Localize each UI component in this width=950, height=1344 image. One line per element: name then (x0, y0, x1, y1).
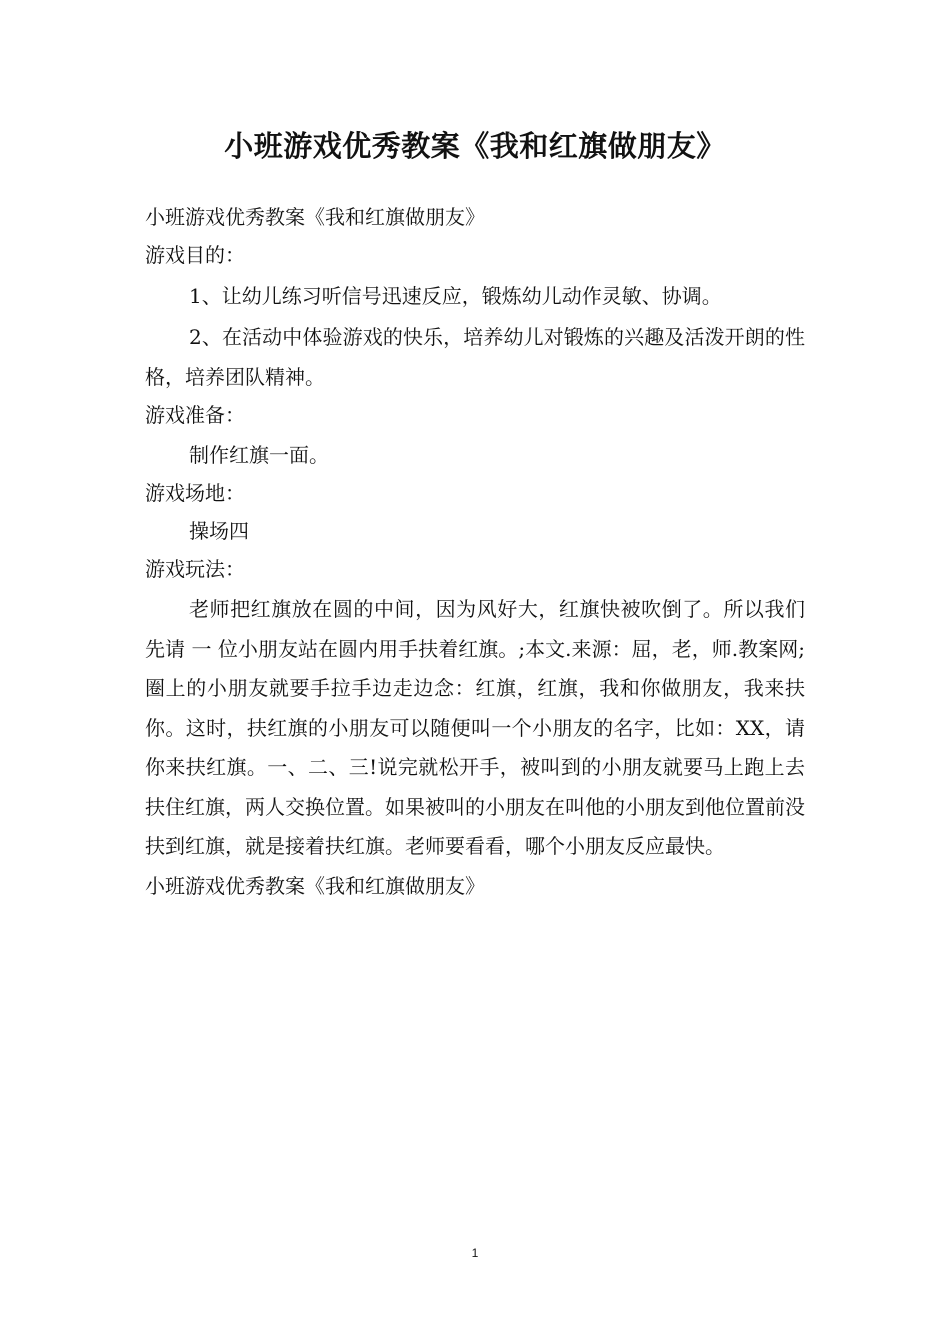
play-heading: 游戏玩法： (145, 557, 245, 581)
goal-heading: 游戏目的： (145, 243, 245, 267)
subtitle-line: 小班游戏优秀教案《我和红旗做朋友》 (145, 205, 485, 229)
footer-title-line: 小班游戏优秀教案《我和红旗做朋友》 (145, 873, 485, 898)
page-number: 1 (471, 1246, 479, 1260)
venue-heading: 游戏场地： (145, 481, 245, 505)
document-body (145, 198, 805, 905)
document-title: 小班游戏优秀教案《我和红旗做朋友》 (224, 129, 726, 163)
goal-item-2: 2、在活动中体验游戏的快乐，培养幼儿对锻炼的兴趣及活泼开朗的性格，培养团队精神。 (145, 325, 805, 389)
prep-text: 制作红旗一面。 (189, 443, 329, 467)
venue-text: 操场四 (189, 519, 249, 543)
play-text: 老师把红旗放在圆的中间，因为风好大，红旗快被吹倒了。所以我们先请 一 位小朋友站在圆内用手扶着红旗。;本文.来源：屈，老，师.教案网;圈上的小朋友就要手拉手边走边念：红旗，红旗，我和你做朋友，我来扶你。这时，扶红旗的小朋友可以随便叫一个小朋友的名字，比如：XX，请你来扶红旗。一、二、三!说完就松开手，被叫到的小朋友就要马上跑上去扶住红旗，两人交换位置。如果被叫的小朋友在叫他的小朋友到他位置前没扶到红旗，就是接着扶红旗。老师要看看，哪个小朋友反应最快。 (145, 597, 805, 858)
prep-heading: 游戏准备： (145, 403, 245, 427)
goal-item-1: 1、让幼儿练习听信号迅速反应，锻炼幼儿动作灵敏、协调。 (189, 284, 722, 308)
